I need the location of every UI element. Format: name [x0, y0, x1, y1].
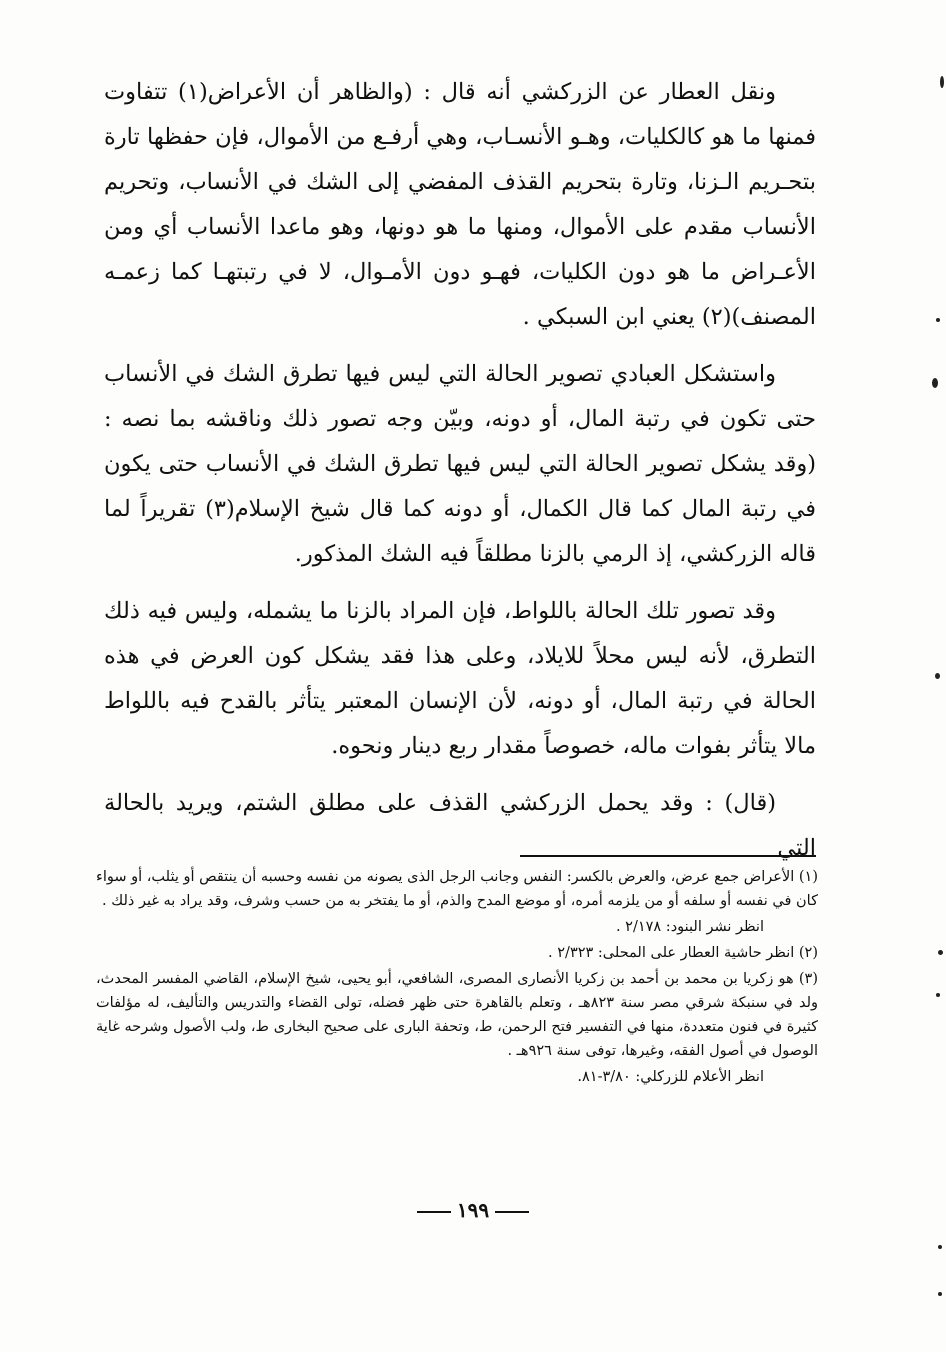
- paragraph-1: ونقل العطار عن الزركشي أنه قال : (والظاهر أن الأعراض(١) تتفاوت فمنها ما هو كالكليات، وهـو الأنسـاب، وهي أرفـع من الأموال، فإن حفظها تارة بتحـريم الـزنا، وتارة بتحريم القذف المفضي إلى الشك في الأنساب، وتحريم الأنساب مقدم على الأموال، ومنها ما هو دونها، وهو ماعدا الأنساب أي ومن الأعـراض ما هو دون الكليات، فهـو دون الأمـوال، لا في رتبتهـا كما زعمـه المصنف)(٢) يعني ابن السبكي .: [104, 79, 816, 330]
- paragraph-2: واستشكل العبادي تصوير الحالة التي ليس فيها تطرق الشك في الأنساب حتى تكون في رتبة المال، أو دونه، وبيّن وجه تصور ذلك وناقشه بما نصه : (وقد يشكل تصوير الحالة التي ليس فيها تطرق الشك في الأنساب حتى يكون في رتبة المال كما قال الكمال، أو دونه كما قال شيخ الإسلام(٣) تقريراً لما قاله الزركشي، إذ الرمي بالزنا مطلقاً فيه الشك المذكور.: [104, 361, 816, 567]
- footnote-1-reference: انظر نشر البنود: ٢/١٧٨ .: [615, 919, 764, 935]
- scan-mark: [935, 673, 940, 679]
- scan-mark: [932, 378, 938, 388]
- paragraph-4: (قال) : وقد يحمل الزركشي القذف على مطلق الشتم، ويريد بالحالة التي: [104, 790, 816, 861]
- scan-mark: [940, 76, 944, 88]
- footnote-3: (٣) هو زكريا بن محمد بن أحمد بن زكريا الأنصارى المصرى، الشافعي، أبو يحيى، شيخ الإسلام، القاضي المفسر المحدث، ولد في سنبكة شرقي مصر سنة ٨٢٣هـ ، وتعلم بالقاهرة حتى ظهر فضله، تولى القضاء والتدريس والتأليف، له مؤلفات كثيرة في فنون متعددة، منها في التفسير فتح الرحمن، ط، وتحفة البارى على صحيح البخارى ط، ولب الأصول وشرحه غاية الوصول في أصول الفقه، وغيرها، توفى سنة ٩٢٦هـ .: [96, 971, 818, 1059]
- scan-mark: [936, 318, 940, 322]
- footnote-1: (١) الأعراض جمع عرض، والعرض بالكسر: النفس وجانب الرجل الذى يصونه من نفسه وحسبه أن ينتقص أو يثلب، أو سواء كان في نفسه أو سلفه أو من يلزمه أمره، أو موضع المدح والذم، أو ما يفتخر به من حسب وشرف، وقد يراد به غير ذلك .: [96, 869, 818, 909]
- scan-mark: [938, 950, 943, 955]
- scan-mark: [936, 993, 940, 997]
- footnote-2: (٢) انظر حاشية العطار على المحلى: ٢/٣٢٣ .: [548, 945, 818, 961]
- page-number-dash-left: [495, 1211, 529, 1213]
- page-number-dash-right: [417, 1211, 451, 1213]
- page-number: [0, 1198, 946, 1222]
- scan-mark: [938, 1245, 942, 1249]
- footnotes: [96, 865, 818, 1091]
- footnote-3-reference: انظر الأعلام للزركلي: ٣/٨٠-٨١.: [577, 1069, 764, 1085]
- paragraph-3: وقد تصور تلك الحالة باللواط، فإن المراد بالزنا ما يشمله، وليس فيه ذلك التطرق، لأنه ليس محلاً للايلاد، وعلى هذا فقد يشكل كون العرض في هذه الحالة في رتبة المال، أو دونه، لأن الإنسان المعتبر يتأثر بالقدح فيه باللواط مالا يتأثر بفوات ماله، خصوصاً مقدار ربع دينار ونحوه.: [104, 598, 816, 759]
- scan-mark: [938, 1292, 942, 1296]
- footnote-separator: [520, 855, 816, 857]
- page-number-value: ١٩٩: [456, 1198, 490, 1222]
- main-text: [104, 70, 816, 883]
